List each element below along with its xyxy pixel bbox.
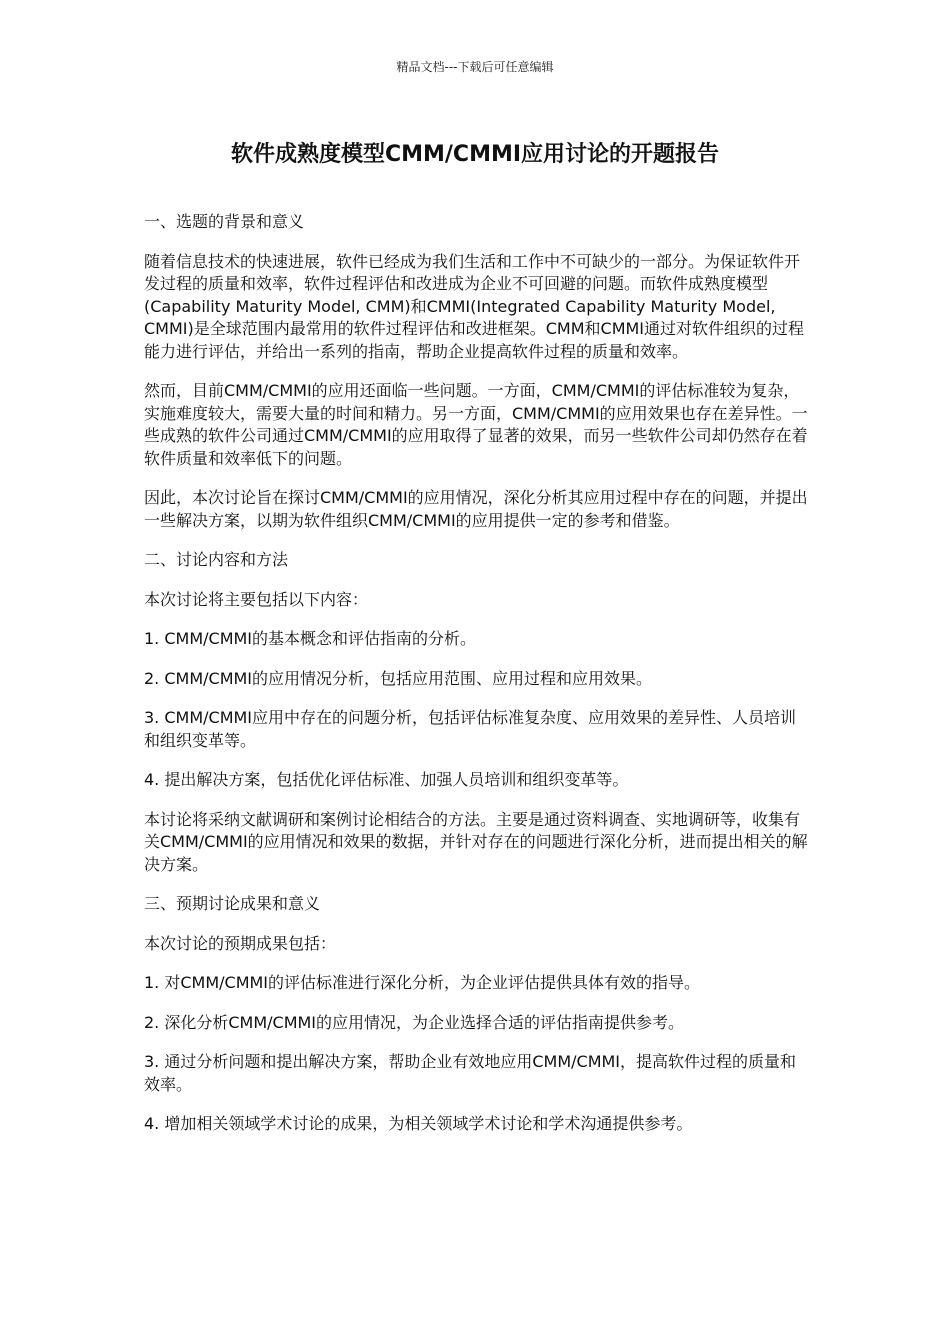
paragraph-background-1: 随着信息技术的快速进展，软件已经成为我们生活和工作中不可缺少的一部分。为保证软件开发过程的质量和效率，软件过程评估和改进成为企业不可回避的问题。而软件成熟度模型(Capability Maturity Model, CMM)和CMMI(Integrated Capability Maturity Model, CMMI)是全球范围内最常用的软件过程评估和改进框架。CMM和CMMI通过对软件组织的过程能力进行评估，并给出一系列的指南，帮助企业提高软件过程的质量和效率。 — [144, 251, 805, 361]
document-body — [144, 211, 808, 1153]
list-item-content-1: 1. CMM/CMMI的基本概念和评估指南的分析。 — [144, 629, 477, 648]
section-heading-content: 二、讨论内容和方法 — [144, 550, 289, 569]
list-item-content-3: 3. CMM/CMMI应用中存在的问题分析，包括评估标准复杂度、应用效果的差异性、人员培训和组织变革等。 — [144, 708, 797, 750]
paragraph-results-intro: 本次讨论的预期成果包括： — [144, 933, 337, 953]
list-item-content-4: 4. 提出解决方案，包括优化评估标准、加强人员培训和组织变革等。 — [144, 770, 629, 789]
section-heading-results: 三、预期讨论成果和意义 — [144, 894, 321, 913]
paragraph-method: 本讨论将采纳文献调研和案例讨论相结合的方法。主要是通过资料调查、实地调研等，收集有关CMM/CMMI的应用情况和效果的数据，并针对存在的问题进行深化分析，进而提出相关的解决方案。 — [144, 809, 808, 874]
list-item-content-2: 2. CMM/CMMI的应用情况分析，包括应用范围、应用过程和应用效果。 — [144, 668, 653, 688]
list-item-results-2: 2. 深化分析CMM/CMMI的应用情况，为企业选择合适的评估指南提供参考。 — [144, 1012, 685, 1032]
list-item-results-4: 4. 增加相关领域学术讨论的成果，为相关领域学术讨论和学术沟通提供参考。 — [144, 1114, 693, 1133]
list-item-results-1: 1. 对CMM/CMMI的评估标准进行深化分析，为企业评估提供具体有效的指导。 — [144, 973, 701, 992]
header-note: 精品文档---下载后可任意编辑 — [396, 60, 554, 74]
document-title: 软件成熟度模型CMM/CMMI应用讨论的开题报告 — [230, 142, 720, 167]
paragraph-background-2: 然而，目前CMM/CMMI的应用还面临一些问题。一方面，CMM/CMMI的评估标准较为复杂，实施难度较大，需要大量的时间和精力。另一方面，CMM/CMMI的应用效果也存在差异性。一些成熟的软件公司通过CMM/CMMI的应用取得了显著的效果，而另一些软件公司却仍然存在着软件质量和效率低下的问题。 — [144, 381, 808, 468]
list-item-results-3: 3. 通过分析问题和提出解决方案，帮助企业有效地应用CMM/CMMI，提高软件过程的质量和效率。 — [144, 1052, 797, 1094]
paragraph-background-3: 因此，本次讨论旨在探讨CMM/CMMI的应用情况，深化分析其应用过程中存在的问题，并提出一些解决方案，以期为软件组织CMM/CMMI的应用提供一定的参考和借鉴。 — [144, 488, 808, 530]
paragraph-content-intro: 本次讨论将主要包括以下内容： — [144, 589, 369, 609]
section-heading-background: 一、选题的背景和意义 — [144, 212, 305, 231]
